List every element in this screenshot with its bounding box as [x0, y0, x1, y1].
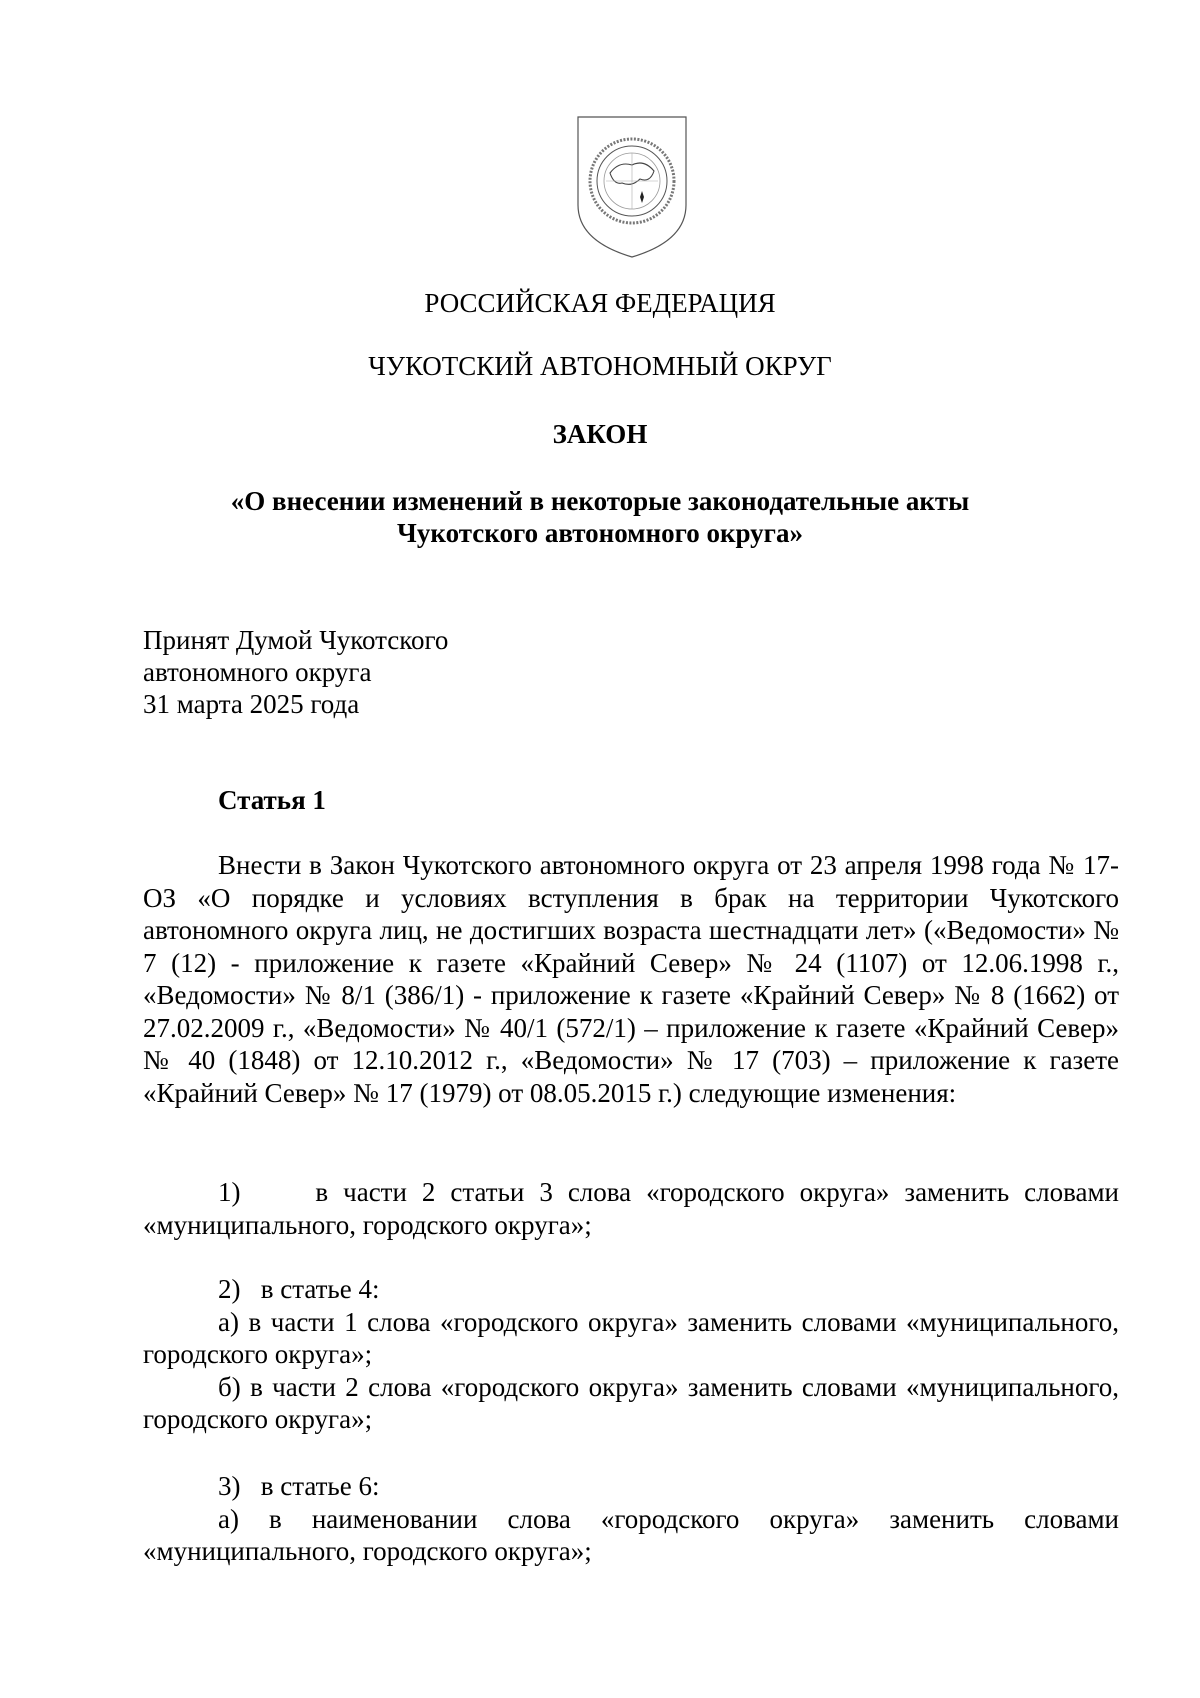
law-title-line-1: «О внесении изменений в некоторые законодательные акты: [230, 486, 970, 516]
item-1-text: 1) в части 2 статьи 3 слова «городского округа» заменить словами «муниципального, городского округа»;: [143, 1177, 1119, 1240]
article-1-heading: Статья 1: [218, 785, 326, 815]
item-2-subitem-a: а) в части 1 слова «городского округа» заменить словами «муниципального, городского округа»;: [143, 1306, 1119, 1369]
country-name: РОССИЙСКАЯ ФЕДЕРАЦИЯ: [424, 288, 776, 318]
coat-of-arms-emblem: [574, 113, 690, 261]
article-1-intro: [143, 849, 1119, 1109]
article-1-item-3: [143, 1470, 1119, 1568]
item-3-heading: 3) в статье 6:: [218, 1471, 380, 1501]
adoption-block: [143, 624, 448, 720]
item-2-heading: 2) в статье 4:: [218, 1274, 380, 1304]
item-2-subitem-b: б) в части 2 слова «городского округа» заменить словами «муниципального, городского округа»;: [143, 1371, 1119, 1434]
adoption-line-2: автономного округа: [143, 657, 372, 687]
document-type: ЗАКОН: [552, 419, 648, 449]
item-3-subitem-a: а) в наименовании слова «городского округа» заменить словами «муниципального, городского округа»;: [143, 1503, 1119, 1566]
article-1-intro-paragraph: Внести в Закон Чукотского автономного округа от 23 апреля 1998 года № 17-ОЗ «О порядке и условиях вступления в брак на территории Чукотского автономного округа лиц, не достигших возраста шестнадцати лет» («Ведомости» № 7 (12) - приложение к газете «Крайний Север» № 24 (1107) от 12.06.1998 г., «Ведомости» № 8/1 (386/1) - приложение к газете «Крайний Север» № 8 (1662) от 27.02.2009 г., «Ведомости» № 40/1 (572/1) – приложение к газете «Крайний Север» № 40 (1848) от 12.10.2012 г., «Ведомости» № 17 (703) – приложение к газете «Крайний Север» № 17 (1979) от 08.05.2015 г.) следующие изменения:: [143, 850, 1119, 1108]
adoption-date: 31 марта 2025 года: [143, 689, 360, 719]
article-1-item-2: [143, 1273, 1119, 1436]
article-1-item-1: [143, 1176, 1119, 1241]
region-name: ЧУКОТСКИЙ АВТОНОМНЫЙ ОКРУГ: [368, 351, 832, 381]
adoption-line-1: Принят Думой Чукотского: [143, 625, 449, 655]
law-title-line-2: Чукотского автономного округа»: [397, 518, 803, 548]
